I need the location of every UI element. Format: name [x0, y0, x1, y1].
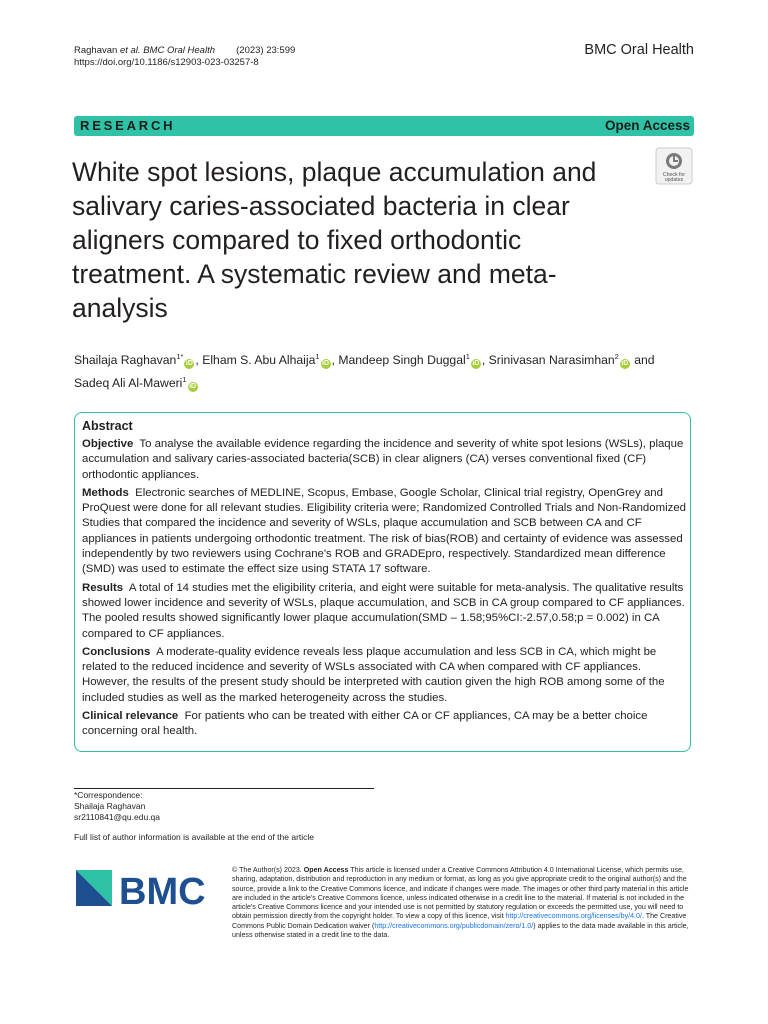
- license-body-2: . The Creative Commons Public Domain Dedication waiver (: [232, 912, 687, 930]
- license-open-access: Open Access: [303, 866, 349, 874]
- results-text: A total of 14 studies met the eligibility criteria, and eight were suitable for meta-analysis. The qualitative results showed lower incidence and severity of WSLs, plaque accumulation, and SCB in CA group compared to CF appliances. The pooled results showed significantly lower plaque accumulation(SMD – 1.58;95%CI:-2.57,0.58;p = 0.002) in CA compared to CF appliances.: [82, 581, 685, 640]
- author-name[interactable]: Srinivasan Narasimhan: [488, 353, 615, 368]
- orcid-icon[interactable]: iD: [472, 360, 480, 368]
- license-text: [232, 866, 694, 940]
- license-link-cc0[interactable]: http://creativecommons.org/publicdomain/zero/1.0/: [374, 921, 534, 930]
- author-affil: 1*: [176, 352, 184, 361]
- license-link-cc-by[interactable]: http://creativecommons.org/licenses/by/4.0/: [505, 912, 642, 921]
- conclusions-text: A moderate-quality evidence reveals less plaque accumulation and less SCB in CA, which might be related to the reduced incidence and severity of WSLs associated with CA when compared with CF appliances. However, the results of the present study should be interpreted with caution given the high ROB among some of the included studies as well as the marked heterogeneity across the studies.: [82, 645, 665, 704]
- author-affil: 1: [315, 352, 320, 361]
- objective-label: Objective: [82, 438, 134, 450]
- correspondence-email[interactable]: sr2110841@qu.edu.qa: [74, 812, 160, 822]
- journal-name: BMC Oral Health: [584, 42, 694, 58]
- authors-and: and: [634, 353, 655, 368]
- open-access-label: Open Access: [604, 118, 690, 133]
- running-header: [74, 45, 295, 69]
- badge-text-1: Check for: [662, 172, 686, 178]
- abstract-heading: Abstract: [82, 419, 133, 433]
- citation-ref: (2023) 23:599: [236, 45, 296, 56]
- results-label: Results: [82, 581, 124, 594]
- abstract-methods: [82, 486, 690, 578]
- orcid-icon[interactable]: iD: [322, 360, 330, 368]
- license-prefix: © The Author(s) 2023.: [232, 866, 302, 874]
- abstract-conclusions: [82, 645, 690, 706]
- author-list: Shailaja Raghavan$^{1*}$iD , Elham S. Abu Alhaija$^1$iD , Mandeep Singh Duggal$^1$iD , Srinivasan Narasimhan$^2$iD and Sadeq Ali Al-Maweri$^1$iD: [74, 352, 655, 391]
- footnote-divider: [74, 788, 374, 789]
- license-body-3: ) applies to the data made available in this article, unless otherwise stated in a credit line to the data.: [232, 921, 689, 939]
- author-name[interactable]: Elham S. Abu Alhaija: [202, 353, 316, 368]
- doi-link[interactable]: https://doi.org/10.1186/s12903-023-03257-8: [74, 57, 259, 68]
- correspondence: [74, 790, 160, 823]
- bmc-logo-text: BMC: [119, 871, 206, 913]
- clinical-label: Clinical relevance: [82, 710, 179, 723]
- methods-text: Electronic searches of MEDLINE, Scopus, Embase, Google Scholar, Clinical trial registry, OpenGrey and ProQuest were done for all relevant studies. Eligibility criteria were; Randomized Controlled Trials and Non-Randomized Studies that compared the incidence and severity of WSLs, plaque accumulation and SCB between CA and CF appliances in patients undergoing orthodontic treatment. The risk of bias(ROB) and certainty of evidence was assessed independently by two reviewers using Cochrane's ROB and GRADEpro, respectively. Standardized mean difference (SMD) was used to estimate the effect size using STATA 17 software.: [82, 486, 686, 576]
- license-body-1: This article is licensed under a Creative Commons Attribution 4.0 International License, which permits use, sharing, adaptation, distribution and reproduction in any medium or format, as long as you give appropriate credit to the original author(s) and the source, provide a link to the Creative Commons licence, and indicate if changes were made. The images or other third party material in this article are included in the article's Creative Commons licence, unless indicated otherwise in a credit line to the material. If material is not included in the article's Creative Commons licence and your intended use is not permitted by statutory regulation or exceeds the permitted use, you will need to obtain permission directly from the copyright holder. To view a copy of this licence, visit: [232, 866, 689, 921]
- badge-text-2: updates: [664, 177, 684, 183]
- objective-text: To analyse the available evidence regarding the incidence and severity of white spot lesions (WSLs), plaque accumulation and salivary caries-associated bacteria(SCB) in clear aligners (CA) verses conventional fixed (CF) orthodontic appliances.: [82, 438, 684, 481]
- orcid-icon[interactable]: iD: [621, 360, 629, 368]
- clinical-text: For patients who can be treated with either CA or CF appliances, CA may be a better choice concerning oral health.: [82, 710, 648, 738]
- citation-journal: et al. BMC Oral Health: [119, 45, 215, 56]
- bmc-logo[interactable]: [76, 866, 226, 916]
- orcid-icon[interactable]: iD: [185, 360, 193, 368]
- full-author-info-note: Full list of author information is available at the end of the article: [74, 832, 315, 842]
- abstract-results: [82, 581, 690, 642]
- author-affil: 1: [182, 375, 187, 385]
- check-for-updates-badge[interactable]: [655, 147, 693, 185]
- article-type-label: RESEARCH: [80, 118, 176, 133]
- correspondence-name: Shailaja Raghavan: [74, 801, 146, 811]
- author-name[interactable]: Mandeep Singh Duggal: [338, 353, 466, 368]
- citation-author: Raghavan: [74, 45, 118, 56]
- abstract-objective: [82, 437, 690, 483]
- abstract-box: [74, 412, 691, 752]
- conclusions-label: Conclusions: [82, 645, 151, 658]
- check-for-updates-icon: [655, 147, 693, 185]
- author-affil: 2: [614, 352, 619, 361]
- correspondence-label: *Correspondence:: [74, 790, 143, 800]
- methods-label: Methods: [82, 486, 129, 499]
- orcid-icon[interactable]: iD: [189, 383, 197, 391]
- author-affil: 1: [465, 352, 470, 361]
- author-name[interactable]: Sadeq Ali Al-Maweri: [74, 376, 183, 391]
- bmc-logo-icon: [76, 866, 226, 916]
- article-title: White spot lesions, plaque accumulation and salivary caries-associated bacteria in clear aligners compared to fixed orthodontic treatment. A systematic review and meta-analysis: [72, 157, 597, 323]
- abstract-clinical: [82, 709, 690, 740]
- article-type-bar: [74, 116, 694, 136]
- author-name[interactable]: Shailaja Raghavan: [74, 353, 177, 368]
